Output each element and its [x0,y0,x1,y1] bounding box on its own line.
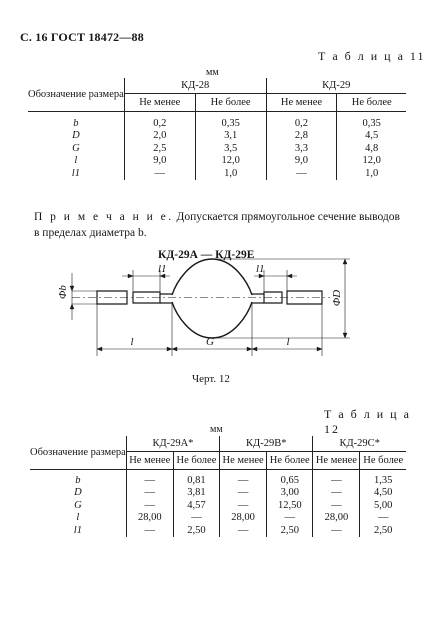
table-cell: — [360,512,406,525]
table-11-subheader: Не более [195,94,266,112]
table-12-subheader: Не менее [313,452,360,470]
table-11-caption: Т а б л и ц а 11 [318,49,426,63]
table-cell: — [126,475,173,488]
label-l1-right: l1 [256,263,265,275]
table-cell: 3,81 [173,487,219,500]
table-12-subheader: Не менее [220,452,267,470]
row-label: D [72,130,80,141]
table-cell: 3,5 [195,143,266,156]
table-cell: 4,50 [360,487,406,500]
table-cell: 28,00 [313,512,360,525]
note-lead: П р и м е ч а н и е. [34,211,174,223]
table-cell: — [126,487,173,500]
table-cell: — [266,168,337,181]
table-row [30,475,406,488]
label-phi-b: Φb [57,285,69,299]
drawing-title: КД-29А — КД-29Е [158,249,255,261]
table-12-subheader: Не менее [126,452,173,470]
table-cell: 28,00 [220,512,267,525]
table-cell: 12,0 [337,155,406,168]
diode-neck [160,294,264,303]
table-11-group: КД-28 [124,78,266,94]
table-row [30,487,406,500]
table-cell: 0,2 [124,118,195,131]
table-cell: 9,0 [124,155,195,168]
table-cell: — [313,475,360,488]
table-cell: 0,65 [267,475,313,488]
table-cell: — [313,487,360,500]
table-cell: 3,00 [267,487,313,500]
table-11-group: КД-29 [266,78,406,94]
row-label: l [76,512,80,523]
table-cell: 2,8 [266,130,337,143]
table-11-subheader: Не менее [266,94,337,112]
table-11-subheader: Не менее [124,94,195,112]
table-row [30,512,406,525]
table-12-group: КД-29А* [126,436,219,452]
table-cell: — [313,500,360,513]
label-l-right: l [286,336,290,348]
label-l-left: l [130,336,134,348]
table-12 [30,436,406,537]
table-cell: — [313,525,360,538]
table-cell: 4,5 [337,130,406,143]
table-cell: 2,50 [173,525,219,538]
table-12-unit: мм [210,424,223,435]
row-label: b [73,117,79,129]
table-cell: 2,50 [360,525,406,538]
note-text: Допускается прямоугольное сечение выводов в пределах диаметра b. [34,211,400,239]
table-cell: 0,35 [337,118,406,131]
table-cell: — [220,525,267,538]
row-label: l [74,155,78,166]
table-row [30,525,406,538]
table-cell: 12,50 [267,500,313,513]
table-12-col-header: Обозначение размера [30,436,126,470]
row-label: D [74,487,82,498]
diode-body [172,259,252,338]
row-label: l1 [73,524,82,536]
table-cell: 1,0 [195,168,266,181]
table-12-subheader: Не более [173,452,219,470]
table-cell: — [220,487,267,500]
table-11-unit: мм [206,67,219,78]
table-11-subheader: Не более [337,94,406,112]
table-cell: 9,0 [266,155,337,168]
table-cell: 28,00 [126,512,173,525]
table-cell: 2,5 [124,143,195,156]
label-g: G [206,336,214,348]
row-label: G [72,142,80,154]
table-cell: — [220,475,267,488]
table-cell: 2,50 [267,525,313,538]
table-cell: — [124,168,195,181]
table-cell: 5,00 [360,500,406,513]
table-cell: 0,35 [195,118,266,131]
table-cell: — [267,512,313,525]
table-cell: — [126,525,173,538]
row-label: b [75,474,81,486]
label-phi-d: ΦD [331,289,343,307]
table-12-caption: Т а б л и ц а 12 [324,407,411,436]
table-12-subheader: Не более [267,452,313,470]
table-cell: 0,81 [173,475,219,488]
table-cell: 4,8 [337,143,406,156]
table-cell: 4,57 [173,500,219,513]
row-label: l1 [71,167,80,179]
table-cell: 3,1 [195,130,266,143]
table-cell: 12,0 [195,155,266,168]
drawing-caption: Черт. 12 [192,373,230,385]
table-12-group: КД-29В* [220,436,313,452]
table-cell: 1,0 [337,168,406,181]
table-cell: — [126,500,173,513]
table-cell: 0,2 [266,118,337,131]
table-12-subheader: Не более [360,452,406,470]
label-l1-left: l1 [158,263,167,275]
table-cell: — [220,500,267,513]
row-label: G [74,499,82,511]
table-cell: 3,3 [266,143,337,156]
table-row [30,500,406,513]
table-12-group: КД-29С* [313,436,406,452]
table-cell: 2,0 [124,130,195,143]
table-cell: — [173,512,219,525]
table-11-col-header: Обозначение размера [28,78,124,112]
table-cell: 1,35 [360,475,406,488]
page-header: С. 16 ГОСТ 18472—88 [20,30,144,44]
